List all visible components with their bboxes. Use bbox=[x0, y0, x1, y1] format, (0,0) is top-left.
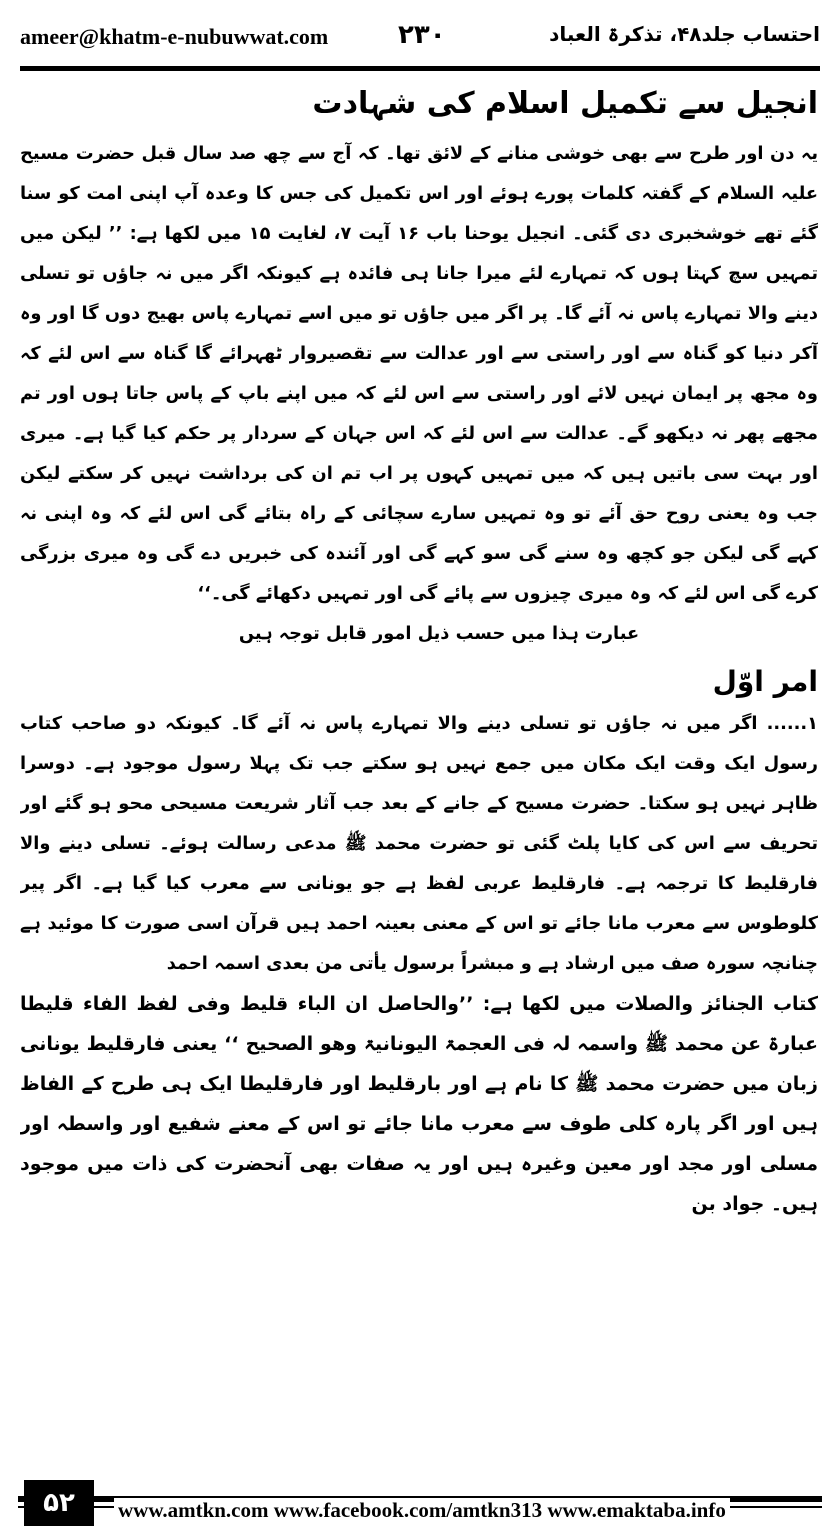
quote-paragraph: کتاب الجنائز والصلات میں لکھا ہے: ’’والحاصل ان الباء قلیط وفی لفظ الفاء قلیطا عبارۃ عن محمد ﷺ واسمہ لہ فی العجمۃ الیونانیۃ وھو الصحیح ‘‘ یعنی فارقلیط یونانی زبان میں حضرت محمد ﷺ کا نام ہے اور بارقلیط اور فارقلیطا ایک ہی طرح کے الفاظ ہیں اور اگر پارہ کلی طوف سے معرب مانا جائے تو اس کے معنے شفیع اور واسطہ اور مسلی اور مجد اور معین وغیرہ ہیں اور یہ صفات بھی آنحضرت کی ذات میں موجود ہیں۔ جواد بن bbox=[20, 993, 818, 1215]
note-line: عبارت ہذا میں حسب ذیل امور قابل توجہ ہیں bbox=[238, 623, 640, 644]
main-paragraph: یہ دن اور طرح سے بھی خوشی منانے کے لائق تھا۔ کہ آج سے چھ صد سال قبل حضرت مسیح علیہ السلام کے گفتہ کلمات پورے ہوئے اور اس تکمیل کی جس کا وعدہ آپ اپنی امت کو سنا گئے تھے خوشخبری دی گئی۔ انجیل یوحنا باب ۱۶ آیت ۷، لغایت ۱۵ میں لکھا ہے: ’’ لیکن میں تمہیں سچ کہتا ہوں کہ تمہارے لئے میرا جانا ہی فائدہ ہے کیونکہ اگر میں نہ جاؤں تو تسلی دینے والا تمہارے پاس نہ آئے گا۔ پر اگر میں جاؤں تو میں اسے تمہارے پاس بھیج دوں گا اور وہ آکر دنیا کو گناہ سے اور راستی سے اور عدالت سے تقصیروار ٹھہرائے گا گناہ سے اس لئے کہ وہ مجھ پر ایمان نہیں لائے اور راستی سے اس لئے کہ میں اپنے باپ کے پاس جاتا ہوں اور تم مجھے پھر نہ دیکھو گے۔ عدالت سے اس لئے کہ اس جہان کے سردار پر حکم کیا گیا ہے۔ میری اور بہت سی باتیں ہیں کہ میں تمہیں کہوں پر اب تم ان کی برداشت نہیں کر سکتے لیکن جب وہ یعنی روح حق آئے تو وہ تمہیں سارے سچائی کے راہ بتائے گی اس لئے کہ وہ اپنی نہ کہے گی لیکن جو کچھ وہ سنے گی سو کہے گی اور آئندہ کی خبریں دے گی وہ میری بزرگی کرے گی اس لئے کہ وہ میری چیزوں سے پائے گی اور تمہیں دکھائے گی۔‘‘ bbox=[20, 143, 818, 604]
page-number: ۲۳۰ bbox=[398, 20, 446, 50]
page-header bbox=[18, 14, 822, 58]
subheading: امر اوّل bbox=[712, 665, 818, 698]
running-title: احتساب جلد۴۸، تذکرۃ العباد bbox=[549, 22, 820, 46]
header-email[interactable]: ameer@khatm-e-nubuwwat.com bbox=[20, 24, 329, 49]
folio-number: ۵۲ bbox=[24, 1480, 94, 1526]
section-title: انجیل سے تکمیل اسلام کی شہادت bbox=[312, 86, 818, 121]
header-rule bbox=[20, 66, 820, 71]
page-footer bbox=[18, 1478, 822, 1528]
page-body bbox=[20, 74, 818, 1478]
point-one-paragraph: ۱...... اگر میں نہ جاؤں تو تسلی دینے والا تمہارے پاس نہ آئے گا۔ کیونکہ دو صاحب کتاب رسول ایک وقت ایک مکان میں جمع نہیں ہو سکتے جب تک پہلا رسول موجود ہے۔ دوسرا ظاہر نہیں ہو سکتا۔ حضرت مسیح کے جانے کے بعد جب آثار شریعت مسیحی محو ہو گئے اور تحریف سے اس کی کایا پلٹ گئی تو حضرت محمد ﷺ مدعی رسالت ہوئے۔ تسلی دینے والا فارقلیط کا ترجمہ ہے۔ فارقلیط عربی لفظ ہے جو یونانی سے معرب کیا گیا ہے۔ اگر پیر کلوطوس سے معرب مانا جائے تو اس کے معنی بعینہ احمد ہیں قرآن اسی صورت کا موئید ہے چنانچہ سورہ صف میں ارشاد ہے و مبشراً برسول یأتی من بعدی اسمہ احمد bbox=[20, 713, 818, 974]
footer-urls[interactable]: www.amtkn.com www.facebook.com/amtkn313 www.emaktaba.info bbox=[114, 1498, 730, 1523]
